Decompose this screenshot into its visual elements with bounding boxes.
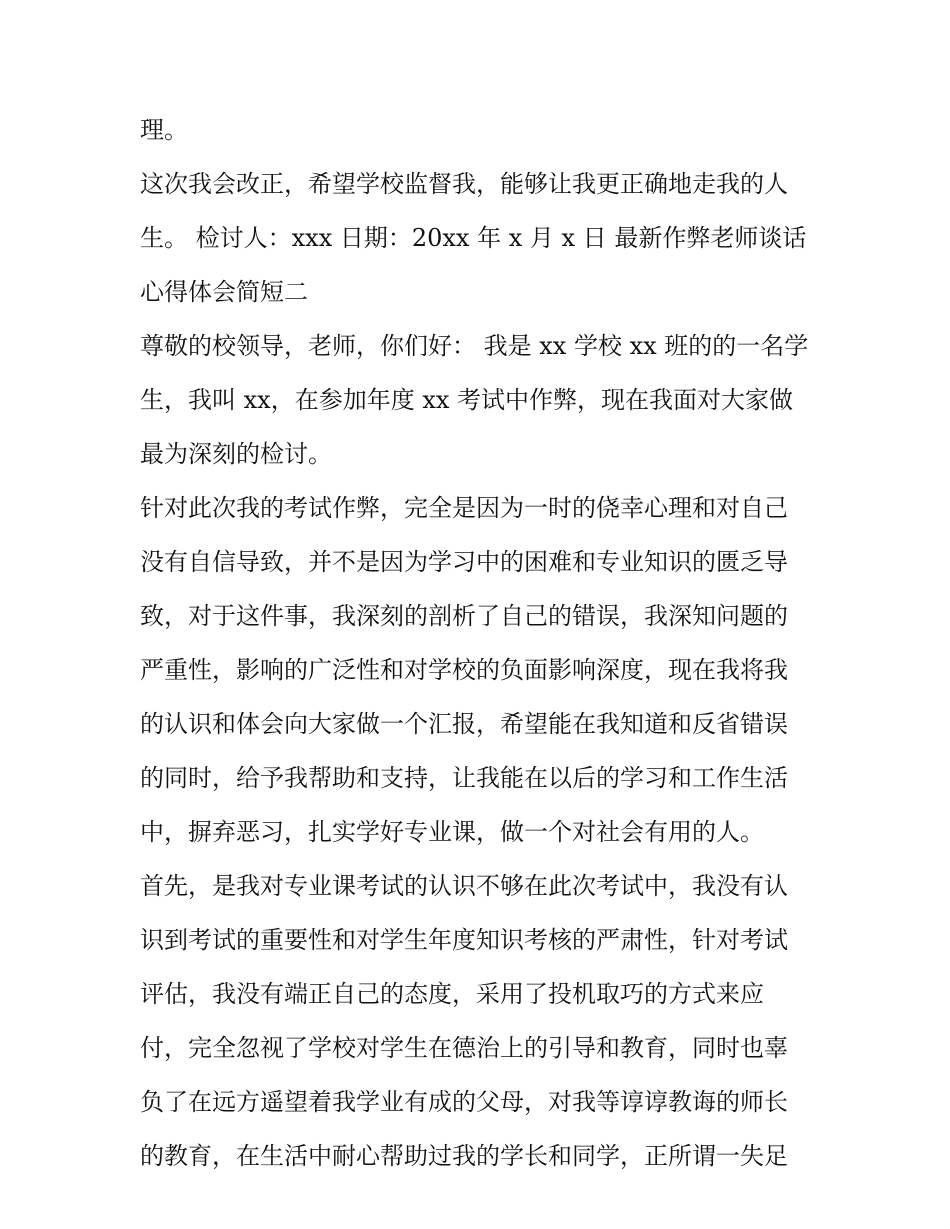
text-line: 生。 检讨人：xxx 日期：20xx 年 x 月 x 日 最新作弊老师谈话 (140, 224, 807, 252)
text-line: 尊敬的校领导，老师，你们好： 我是 xx 学校 xx 班的的一名学 (140, 332, 809, 360)
text-line: 严重性，影响的广泛性和对学校的负面影响深度，现在我将我 (140, 656, 788, 684)
text-line: 首先，是我对专业课考试的认识不够在此次考试中，我没有认 (140, 872, 788, 900)
text-line: 的教育，在生活中耐心帮助过我的学长和同学，正所谓一失足 (140, 1142, 788, 1170)
text-line: 这次我会改正，希望学校监督我，能够让我更正确地走我的人 (140, 170, 788, 198)
text-line: 心得体会简短二 (140, 278, 308, 306)
text-line: 理。 (140, 116, 188, 144)
text-line: 付，完全忽视了学校对学生在德治上的引导和教育，同时也辜 (140, 1034, 788, 1062)
text-line: 没有自信导致，并不是因为学习中的困难和专业知识的匮乏导 (140, 548, 788, 576)
text-line: 中，摒弃恶习，扎实学好专业课，做一个对社会有用的人。 (140, 818, 764, 846)
text-line: 识到考试的重要性和对学生年度知识考核的严肃性，针对考试 (140, 926, 788, 954)
document-body (140, 108, 830, 1188)
text-line: 负了在远方遥望着我学业有成的父母，对我等谆谆教诲的师长 (140, 1088, 788, 1116)
text-line: 致，对于这件事，我深刻的剖析了自己的错误，我深知问题的 (140, 602, 788, 630)
text-line: 的认识和体会向大家做一个汇报，希望能在我知道和反省错误 (140, 710, 788, 738)
text-line: 评估，我没有端正自己的态度，采用了投机取巧的方式来应 (140, 980, 764, 1008)
text-line: 最为深刻的检讨。 (140, 440, 332, 468)
text-line: 的同时，给予我帮助和支持，让我能在以后的学习和工作生活 (140, 764, 788, 792)
text-line: 生，我叫 xx，在参加年度 xx 考试中作弊，现在我面对大家做 (140, 386, 794, 414)
text-line: 针对此次我的考试作弊，完全是因为一时的侥幸心理和对自己 (140, 494, 788, 522)
